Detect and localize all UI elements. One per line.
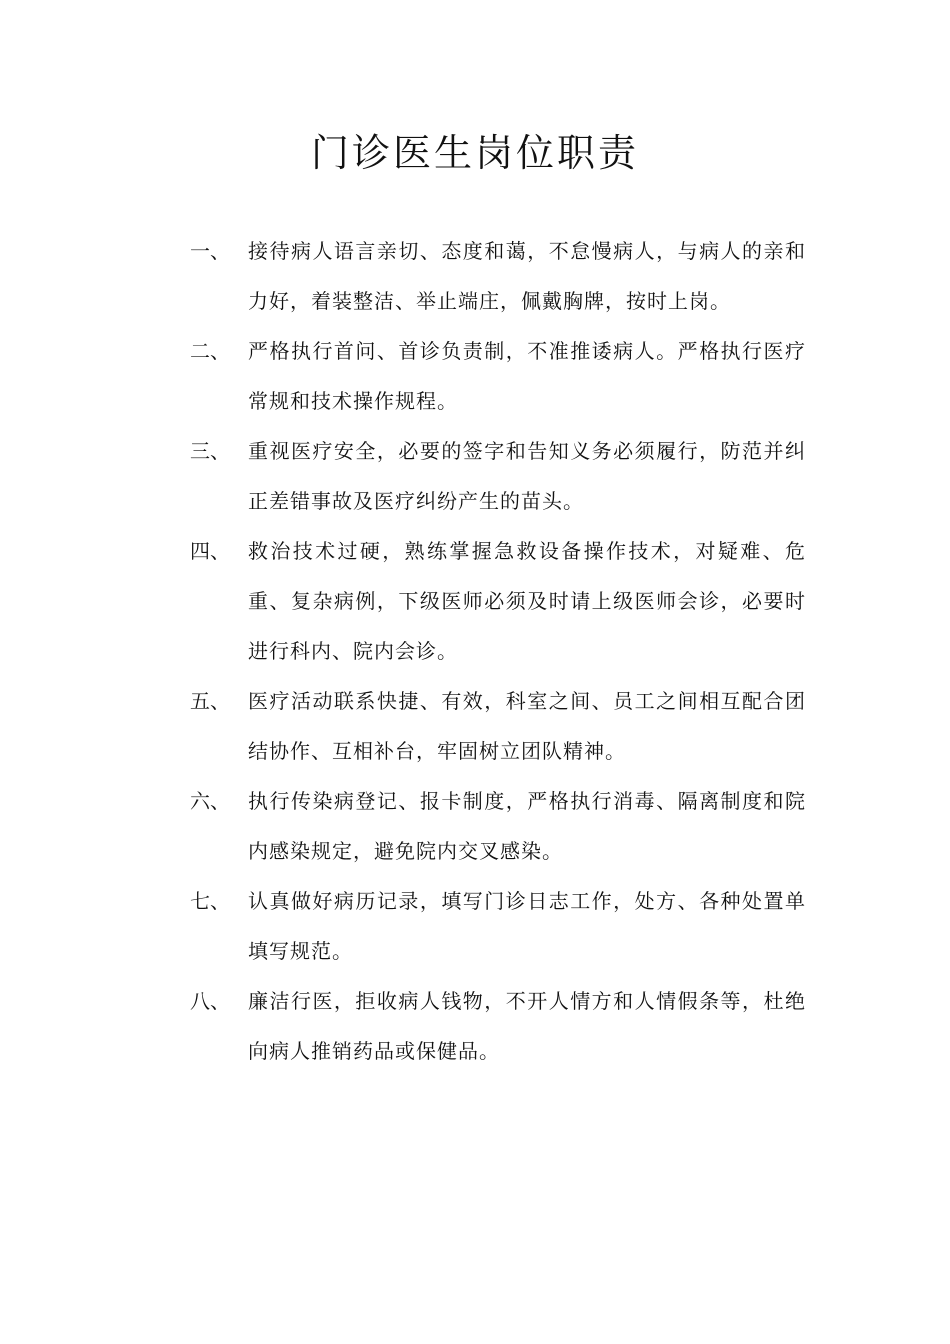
duty-item-5 <box>190 676 810 776</box>
duty-number: 五、 <box>190 689 230 713</box>
duty-text: 接待病人语言亲切、态度和蔼，不怠慢病人，与病人的亲和力好，着装整洁、举止端庄，佩戴胸牌，按时上岗。 <box>248 239 806 313</box>
page-title: 门诊医生岗位职责 <box>310 131 639 175</box>
duty-item-4 <box>190 526 810 676</box>
duty-number: 八、 <box>190 989 230 1013</box>
duty-text: 救治技术过硬，熟练掌握急救设备操作技术，对疑难、危重、复杂病例，下级医师必须及时请上级医师会诊，必要时进行科内、院内会诊。 <box>248 539 806 663</box>
duty-text: 严格执行首问、首诊负责制，不准推诿病人。严格执行医疗常规和技术操作规程。 <box>248 339 806 413</box>
duty-text: 执行传染病登记、报卡制度，严格执行消毒、隔离制度和院内感染规定，避免院内交叉感染。 <box>248 789 806 863</box>
duty-number: 六、 <box>190 789 230 813</box>
duty-number: 二、 <box>190 339 230 363</box>
duty-text: 重视医疗安全，必要的签字和告知义务必须履行，防范并纠正差错事故及医疗纠纷产生的苗头。 <box>248 439 806 513</box>
duty-item-2 <box>190 326 810 426</box>
duty-number: 一、 <box>190 239 230 263</box>
duty-text: 廉洁行医，拒收病人钱物，不开人情方和人情假条等，杜绝向病人推销药品或保健品。 <box>248 989 806 1063</box>
duty-item-6 <box>190 776 810 876</box>
duty-number: 七、 <box>190 889 230 913</box>
duty-item-8 <box>190 976 810 1076</box>
duty-item-3 <box>190 426 810 526</box>
duty-text: 认真做好病历记录，填写门诊日志工作，处方、各种处置单填写规范。 <box>248 889 806 963</box>
duty-list <box>190 226 810 1076</box>
duty-text: 医疗活动联系快捷、有效，科室之间、员工之间相互配合团结协作、互相补台，牢固树立团队精神。 <box>248 689 806 763</box>
duty-number: 三、 <box>190 439 230 463</box>
duty-number: 四、 <box>190 539 230 563</box>
duty-item-7 <box>190 876 810 976</box>
duty-item-1 <box>190 226 810 326</box>
